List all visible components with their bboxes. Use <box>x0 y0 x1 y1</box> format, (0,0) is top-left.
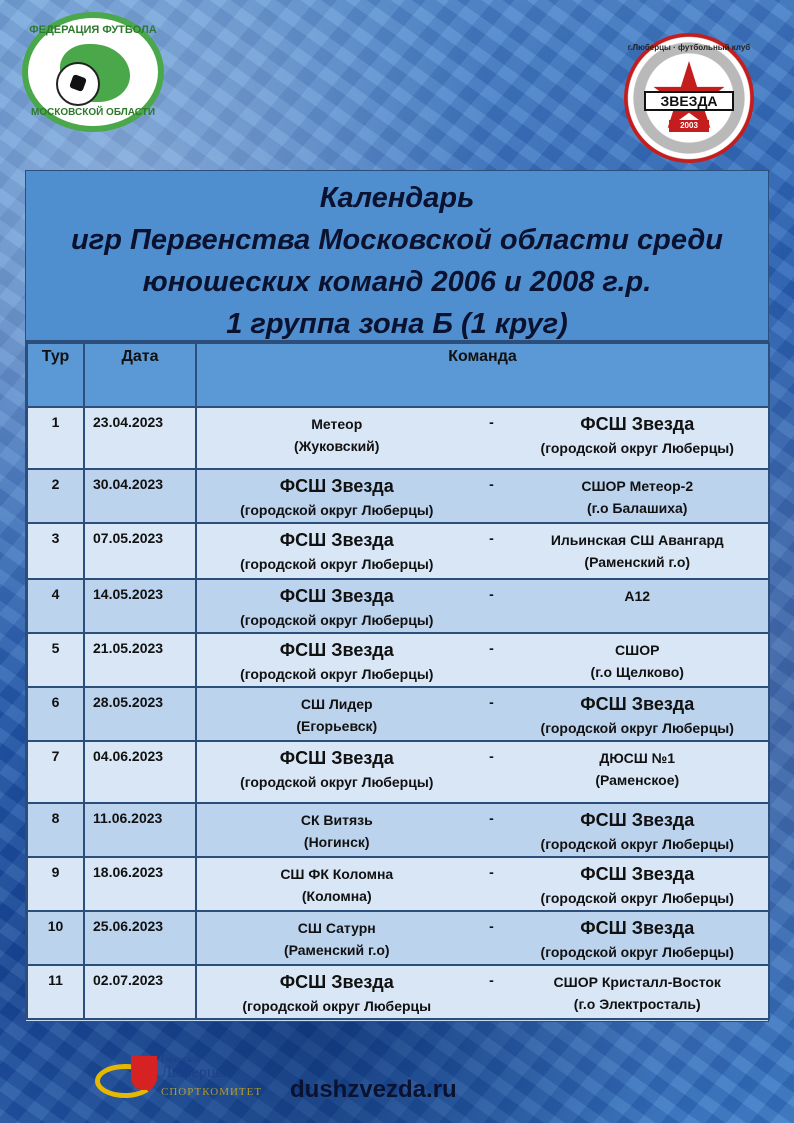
home-team-name: ФСШ Звезда <box>279 640 394 660</box>
title-line-4: 1 группа зона Б (1 круг) <box>226 308 568 340</box>
table-row <box>27 687 769 741</box>
home-team-name: СК Витязь <box>300 812 373 828</box>
title-line-3: юношеских команд 2006 и 2008 г.р. <box>142 266 652 298</box>
club-logo-name: ЗВЕЗДА <box>644 91 734 111</box>
match-separator: - <box>489 414 494 430</box>
home-team-city: (Жуковский) <box>294 438 380 454</box>
match-separator: - <box>489 586 494 602</box>
home-team-city: (городской округ Люберцы) <box>240 774 434 790</box>
home-team-city: (Коломна) <box>301 888 372 904</box>
cell-round: 2 <box>27 469 84 523</box>
away-team <box>506 858 768 909</box>
cell-match <box>196 469 769 523</box>
away-team-city: (городской округ Люберцы) <box>540 890 734 906</box>
away-team-city: (г.о Балашиха) <box>587 500 688 516</box>
away-team <box>506 966 768 1017</box>
cell-date: 02.07.2023 <box>84 965 196 1019</box>
away-team-city: (городской округ Люберцы) <box>540 836 734 852</box>
match-separator: - <box>489 476 494 492</box>
cell-match <box>196 741 769 803</box>
home-team-city: (городской округ Люберцы) <box>240 556 434 572</box>
away-team <box>506 470 768 521</box>
away-team-city: (Раменский г.о) <box>584 554 691 570</box>
schedule-panel <box>25 170 769 1022</box>
website-link[interactable]: dushzvezda.ru <box>290 1076 457 1103</box>
table-row <box>27 523 769 579</box>
cell-date: 07.05.2023 <box>84 523 196 579</box>
cell-round: 9 <box>27 857 84 911</box>
home-team-name: ФСШ Звезда <box>279 972 394 992</box>
match-separator: - <box>489 694 494 710</box>
away-team-name: СШОР <box>615 642 660 658</box>
home-team <box>197 858 477 909</box>
schedule-body <box>27 407 769 1019</box>
away-team <box>506 688 768 739</box>
cell-match <box>196 911 769 965</box>
cell-match <box>196 407 769 469</box>
cell-match <box>196 579 769 633</box>
table-row <box>27 633 769 687</box>
away-team <box>506 742 768 793</box>
home-team-city: (Ногинск) <box>303 834 370 850</box>
away-team-name: А12 <box>624 588 651 604</box>
table-header-row <box>27 343 769 407</box>
crest-icon <box>131 1056 157 1090</box>
club-logo <box>624 33 754 163</box>
cell-date: 25.06.2023 <box>84 911 196 965</box>
cell-match <box>196 523 769 579</box>
sport-committee-logo <box>95 1052 263 1108</box>
cell-round: 8 <box>27 803 84 857</box>
away-team-city: (Раменское) <box>595 772 680 788</box>
away-team-city: (городской округ Люберцы) <box>540 440 734 456</box>
title-line-2: игр Первенства Московской области среди <box>71 224 723 256</box>
header-team: Команда <box>196 343 769 407</box>
match-separator: - <box>489 864 494 880</box>
away-team-name: СШОР Кристалл-Восток <box>553 974 721 990</box>
table-row <box>27 741 769 803</box>
header-date: Дата <box>84 343 196 407</box>
table-row <box>27 803 769 857</box>
cell-round: 3 <box>27 523 84 579</box>
federation-logo <box>22 12 164 132</box>
away-team-name: ФСШ Звезда <box>580 694 695 714</box>
away-team <box>506 634 768 685</box>
cell-date: 04.06.2023 <box>84 741 196 803</box>
match-separator: - <box>489 810 494 826</box>
table-row <box>27 911 769 965</box>
home-team <box>197 688 477 739</box>
cell-date: 30.04.2023 <box>84 469 196 523</box>
away-team <box>506 580 768 631</box>
away-team-city: (городской округ Люберцы) <box>540 944 734 960</box>
home-team-name: ФСШ Звезда <box>279 530 394 550</box>
table-row <box>27 469 769 523</box>
home-team <box>197 804 477 855</box>
home-team <box>197 912 477 963</box>
match-separator: - <box>489 972 494 988</box>
home-team-name: СШ Сатурн <box>297 920 376 936</box>
home-team <box>197 742 477 793</box>
away-team <box>506 912 768 963</box>
cell-date: 23.04.2023 <box>84 407 196 469</box>
sport-committee-line-2: Люберцы <box>161 1064 227 1081</box>
home-team <box>197 966 477 1017</box>
home-team-city: (Раменский г.о) <box>283 942 390 958</box>
cell-date: 21.05.2023 <box>84 633 196 687</box>
away-team-name: СШОР Метеор-2 <box>581 478 694 494</box>
sport-committee-line-1: Городской <box>161 1054 201 1064</box>
away-team-city: (г.о Щелково) <box>590 664 684 680</box>
home-team <box>197 580 477 631</box>
page-title <box>26 171 768 342</box>
table-row <box>27 579 769 633</box>
home-team <box>197 470 477 521</box>
cell-round: 7 <box>27 741 84 803</box>
home-team <box>197 408 477 459</box>
header-round: Тур <box>27 343 84 407</box>
cell-round: 4 <box>27 579 84 633</box>
cell-match <box>196 965 769 1019</box>
away-team <box>506 408 768 459</box>
away-team <box>506 524 768 575</box>
home-team-city: (городской округ Люберцы <box>242 998 432 1014</box>
away-team-name: Ильинская СШ Авангард <box>550 532 724 548</box>
cell-match <box>196 857 769 911</box>
cell-match <box>196 803 769 857</box>
cell-date: 11.06.2023 <box>84 803 196 857</box>
cell-round: 5 <box>27 633 84 687</box>
home-team-name: СШ Лидер <box>300 696 373 712</box>
away-team-name: ДЮСШ №1 <box>599 750 676 766</box>
match-separator: - <box>489 918 494 934</box>
table-row <box>27 965 769 1019</box>
home-team-name: ФСШ Звезда <box>279 476 394 496</box>
home-team-city: (городской округ Люберцы) <box>240 502 434 518</box>
federation-logo-bottom-text: МОСКОВСКОЙ ОБЛАСТИ <box>30 107 156 118</box>
cell-round: 1 <box>27 407 84 469</box>
home-team-name: ФСШ Звезда <box>279 586 394 606</box>
away-team-name: ФСШ Звезда <box>580 918 695 938</box>
cell-round: 10 <box>27 911 84 965</box>
table-row <box>27 857 769 911</box>
away-team-name: ФСШ Звезда <box>580 810 695 830</box>
cell-match <box>196 687 769 741</box>
away-team-name: ФСШ Звезда <box>580 864 695 884</box>
cell-round: 11 <box>27 965 84 1019</box>
away-team-city: (городской округ Люберцы) <box>540 720 734 736</box>
home-team-city: (Егорьевск) <box>296 718 378 734</box>
club-logo-top-text: г.Люберцы · футбольный клуб <box>627 43 751 52</box>
home-team <box>197 634 477 685</box>
home-team-city: (городской округ Люберцы) <box>240 612 434 628</box>
cell-date: 28.05.2023 <box>84 687 196 741</box>
table-row <box>27 407 769 469</box>
federation-logo-top-text: ФЕДЕРАЦИЯ ФУТБОЛА <box>29 24 157 36</box>
football-ball-icon <box>56 62 100 106</box>
match-separator: - <box>489 640 494 656</box>
schedule-table <box>26 342 770 1020</box>
cell-match <box>196 633 769 687</box>
cell-date: 18.06.2023 <box>84 857 196 911</box>
home-team <box>197 524 477 575</box>
home-team-city: (городской округ Люберцы) <box>240 666 434 682</box>
sport-committee-line-3: СПОРТКОМИТЕТ <box>161 1086 263 1098</box>
home-team-name: ФСШ Звезда <box>279 748 394 768</box>
home-team-name: СШ ФК Коломна <box>280 866 394 882</box>
match-separator: - <box>489 530 494 546</box>
title-line-1: Календарь <box>319 182 475 214</box>
away-team-city: (г.о Электросталь) <box>573 996 701 1012</box>
cell-round: 6 <box>27 687 84 741</box>
club-logo-year: 2003 <box>669 120 709 132</box>
cell-date: 14.05.2023 <box>84 579 196 633</box>
home-team-name: Метеор <box>311 416 363 432</box>
match-separator: - <box>489 748 494 764</box>
away-team-name: ФСШ Звезда <box>580 414 695 434</box>
away-team <box>506 804 768 855</box>
